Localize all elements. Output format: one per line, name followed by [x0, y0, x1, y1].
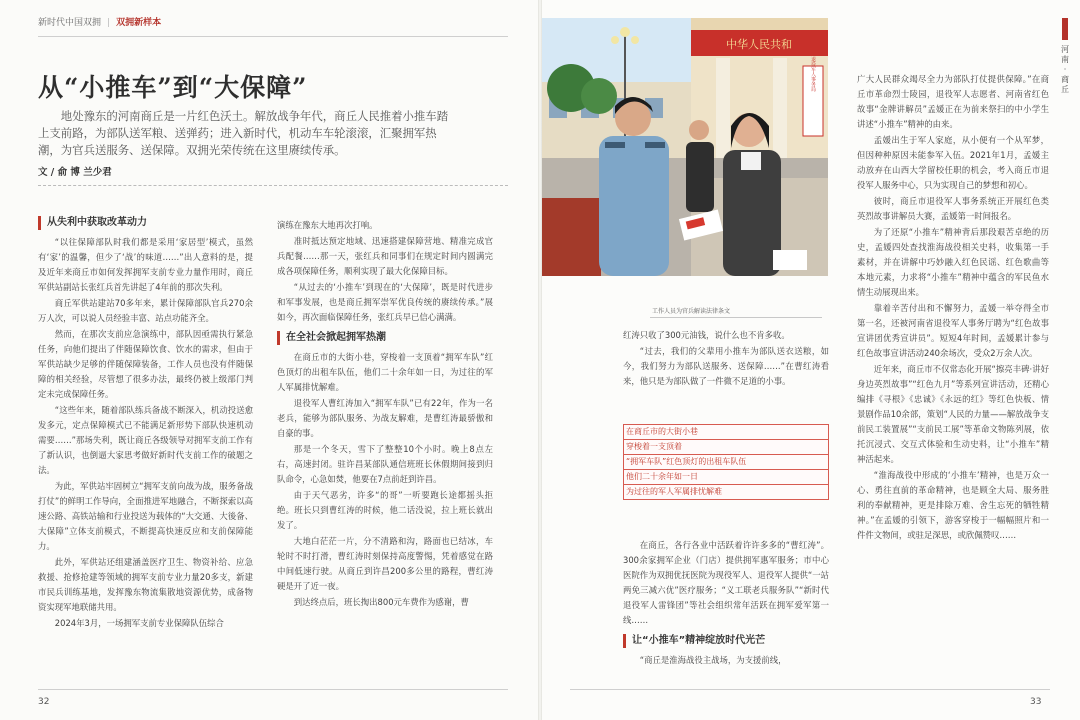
photo-banner-text: 中华人民共和	[726, 38, 792, 51]
header-section: 新时代中国双拥	[38, 18, 102, 28]
paragraph: 广大人民群众竭尽全力为部队打仗提供保障。”在商丘市革命烈士陵园，退役军人志愿者、河南省红色故事“金牌讲解员”孟媛正在为前来祭扫的中小学生讲述“小推车”精神的由来。	[857, 74, 1049, 129]
paragraph: 为此，军供站牢固树立“拥军支前向战为战，服务备战打仗”的鲜明工作导向，全面推进军地融合，不断探索以高速公路、高铁站输和行业投送为载体的“大交通、大後备、大保障”立体支前模式，不断提高快速反应和支前保障能力。	[38, 481, 253, 551]
right-page	[540, 0, 1080, 720]
header-tag: 双拥新样本	[116, 18, 162, 28]
header-separator: |	[107, 18, 111, 28]
paragraph: 那是一个冬天，雪下了整整10个小时。晚上8点左右，高速封闭。驻许昌某部队通信班班长休假期间接到归队命令，心急如焚，他要在7点前赶到许昌。	[277, 444, 493, 484]
header-rule	[38, 36, 508, 37]
paragraph: 退役军人曹红涛加入“拥军车队”已有22年，作为一名老兵，能够为部队服务、为战友解难，是曹红涛最骄傲和自豪的事。	[277, 398, 493, 438]
sidebar-label-char: ·	[1063, 65, 1067, 74]
left-column-1	[38, 216, 253, 632]
page-number-left: 32	[38, 697, 50, 707]
pull-quote	[623, 424, 829, 500]
paragraph: 红涛只收了300元油钱，说什么也不肯多收。	[623, 330, 790, 340]
byline-rule	[38, 185, 508, 186]
article-title: 从“小推车”到“大保障”	[38, 73, 308, 102]
photo-sign-text: 退役军人事务局	[810, 56, 816, 92]
page-number-right: 33	[1030, 697, 1042, 707]
right-column-1-top	[623, 328, 829, 390]
caption-rule	[650, 317, 822, 318]
photo-illustration	[541, 18, 828, 276]
paragraph: 近年来，商丘市不仅常态化开展“擦亮丰碑·讲好身边英烈故事”“红色九月”等系列宣讲活动，还精心编排《寻根》《忠诚》《永远的红》等红色快板、情景剧作品10余部，策划“人民的力量——解放战争支前民工装置展”“支前民工展”等革命文物陈列展，依托沉浸式、交互式体验和生动史料，让“小推车”精神活起来。	[857, 364, 1049, 464]
pull-quote-line: “拥军车队”红色顶灯的出租车队伍	[623, 454, 829, 469]
paragraph: 大地白茫茫一片，分不清路和沟，路面也已结冰，车轮时不时打滑，曹红涛时刻保持高度警惕，凭着感觉在路中间低速行驶。从商丘到许昌200多公里的路程，曹红涛硬是开了近一夜。	[277, 536, 493, 591]
footer-rule	[38, 689, 508, 690]
pull-quote-line: 穿梭着一支顶着	[623, 439, 829, 454]
paragraph: “淮海战役中形成的‘小推车’精神，也是万众一心、勇往直前的革命精神，也是顾全大局、服务胜利的奉献精神，更是排除万难、舍生忘死的牺牲精神。”在孟媛的引领下，游客穿梭于一幅幅照片和一件件文物间，或驻足深思，或欣佩赞叹……	[857, 470, 1049, 540]
paragraph: 演练在豫东大地再次打响。	[277, 220, 378, 230]
paragraph: “以往保障部队时我们都是采用‘家居型’模式，虽然有‘家’的温馨，但少了‘战’的味道……”出人意料的是，提及近年来商丘市如何发挥拥军支前专业力量作用时，商丘军供站副站长张红兵首先讲起了4年前的那次失利。	[38, 237, 253, 292]
paragraph: 此外，军供站还组建涵盖医疗卫生、物资补给、应急救援、抢修抢建等领域的拥军支前专业力量20多支，新建市民兵训练基地，发挥豫东物流集散地资源优势，成备物资实现军地联储共用。	[38, 557, 253, 612]
sidebar-label-char: 南	[1061, 55, 1069, 64]
paragraph: 准时抵达预定地域、迅速搭建保障营地、精准完成官兵配餐……那一天，张红兵和同事们在规定时间内圆满完成各项保障任务，顺利实现了最大化保障目标。	[277, 236, 493, 276]
article-byline: 文 / 俞 博 兰少君	[38, 167, 112, 178]
left-column-2	[277, 218, 493, 611]
section-sidebar	[1057, 18, 1073, 95]
section-heading-3: 让“小推车”精神绽放时代光芒	[623, 634, 829, 648]
paragraph: “商丘是淮海战役主战场，为支援前线，	[639, 655, 787, 665]
paragraph: 孟媛出生于军人家庭，从小便有一个从军梦，但因种种原因未能参军入伍。2021年1月，孟媛主动放弃在山西大学留校任职的机会，考入商丘市退役军人服务中心，只为实现自己的梦想和初心。	[857, 135, 1049, 190]
paragraph: “过去，我们的父辈用小推车为部队送衣送粮，如今，我们努力为部队送服务、送保障……”在曹红涛看来，他只是为部队做了一件微不足道的小事。	[623, 346, 829, 386]
sidebar-label-char: 丘	[1061, 85, 1069, 94]
paragraph: 商丘军供站建站70多年来，累计保障部队官兵270余万人次，可以说人员经验丰富、站点功能齐全。	[38, 298, 253, 323]
paragraph: 到达终点后，班长掏出800元车费作为感谢，曹	[293, 597, 469, 607]
article-photo	[541, 18, 828, 276]
sidebar-accent	[1062, 18, 1068, 40]
section-heading-1: 从失利中获取改革动力	[38, 216, 253, 230]
paragraph: 靠着辛苦付出和不懈努力，孟媛一举夺得全市第一名，还被河南省退役军人事务厅聘为“红色故事宣讲团优秀宣讲员”。短短4年时间，孟媛累计参与红色故事宣讲活动240余场次，受众2万余人次。	[857, 303, 1049, 358]
paragraph: “这些年来，随着部队练兵备战不断深入，机动投送愈发多元，定点保障模式已不能满足新形势下部队快速机动需要……”那场失利，既让商丘各级领导对拥军支前工作有了新认识，也倒逼大家思考做好新时代支前工作的破题之法。	[38, 405, 253, 475]
pull-quote-line: 他们二十余年如一日	[623, 469, 829, 484]
footer-rule	[570, 689, 1050, 690]
paragraph: 在商丘，各行各业中活跃着许许多多的“曹红涛”。300余家拥军企业（门店）提供拥军惠军服务；市中心医院作为双拥优抚医院为现役军人、退役军人提供“一站两免三减六优”医疗服务；“义工联老兵服务队”“新时代退役军人雷锋团”等社会组织常年活跃在拥军爱军第一线……	[623, 540, 829, 625]
photo-caption: 工作人员为官兵解读法律条文	[652, 308, 731, 315]
right-column-2	[857, 72, 1049, 544]
paragraph: 由于天气恶劣，许多“的哥”一听要跑长途都摇头拒绝。班长只到曹红涛的时候，他二话没说，拉上班长就出发了。	[277, 490, 493, 530]
paragraph: 2024年3月，一场拥军支前专业保障队伍综合	[54, 618, 224, 628]
paragraph: “从过去的‘小推车’到现在的‘大保障’，既是时代进步和军事发展，也是商丘拥军崇军优良传统的赓续传承。”展如今，再次面临保障任务，张红兵早已信心满满。	[277, 282, 493, 322]
page-fold	[538, 0, 542, 720]
paragraph: 在商丘市的大街小巷，穿梭着一支顶着“拥军车队”红色顶灯的出租车队伍，他们二十余年如一日，为过往的军人军属排忧解难。	[277, 352, 493, 392]
paragraph: 彼时，商丘市退役军人事务系统正开展红色类英烈故事讲解员大赛，孟媛第一时间报名。	[857, 196, 1049, 221]
sidebar-label-char: 河	[1061, 45, 1069, 54]
section-heading-2: 在全社会掀起拥军热潮	[277, 331, 493, 345]
running-header	[38, 15, 161, 28]
paragraph: 为了还原“小推车”精神背后那段艰苦卓绝的历史，孟媛四处查找淮海战役相关史料，收集第一手素材，并在讲解中巧妙融入红色民谣、红色歌曲等本地元素，力求将“小推车”精神中蕴含的军民鱼水情生动展现出来。	[857, 227, 1049, 297]
sidebar-label	[1057, 45, 1073, 95]
right-column-1-bottom	[623, 538, 829, 669]
pull-quote-line: 为过往的军人军属排忧解难	[623, 484, 829, 500]
sidebar-label-char: 商	[1061, 75, 1069, 84]
article-lede: 地处豫东的河南商丘是一片红色沃土。解放战争年代，商丘人民推着小推车踏上支前路，为部队送军粮、送弹药；进入新时代，机动车车轮滚滚，汇聚拥军热潮，为官兵送服务、送保障。双拥光荣传统在这里赓续传承。	[38, 109, 449, 157]
pull-quote-line: 在商丘市的大街小巷	[623, 424, 829, 439]
paragraph: 然而，在那次支前应急演练中，部队因亟需执行紧急任务，向他们提出了伴随保障饮食、饮水的需求，但由于军供站缺少足够的伴随保障装备，工作人员也没有伴随保障的相关经验，尽管想了很多办法，最终仍被上级部门判定未完成保障任务。	[38, 329, 253, 399]
